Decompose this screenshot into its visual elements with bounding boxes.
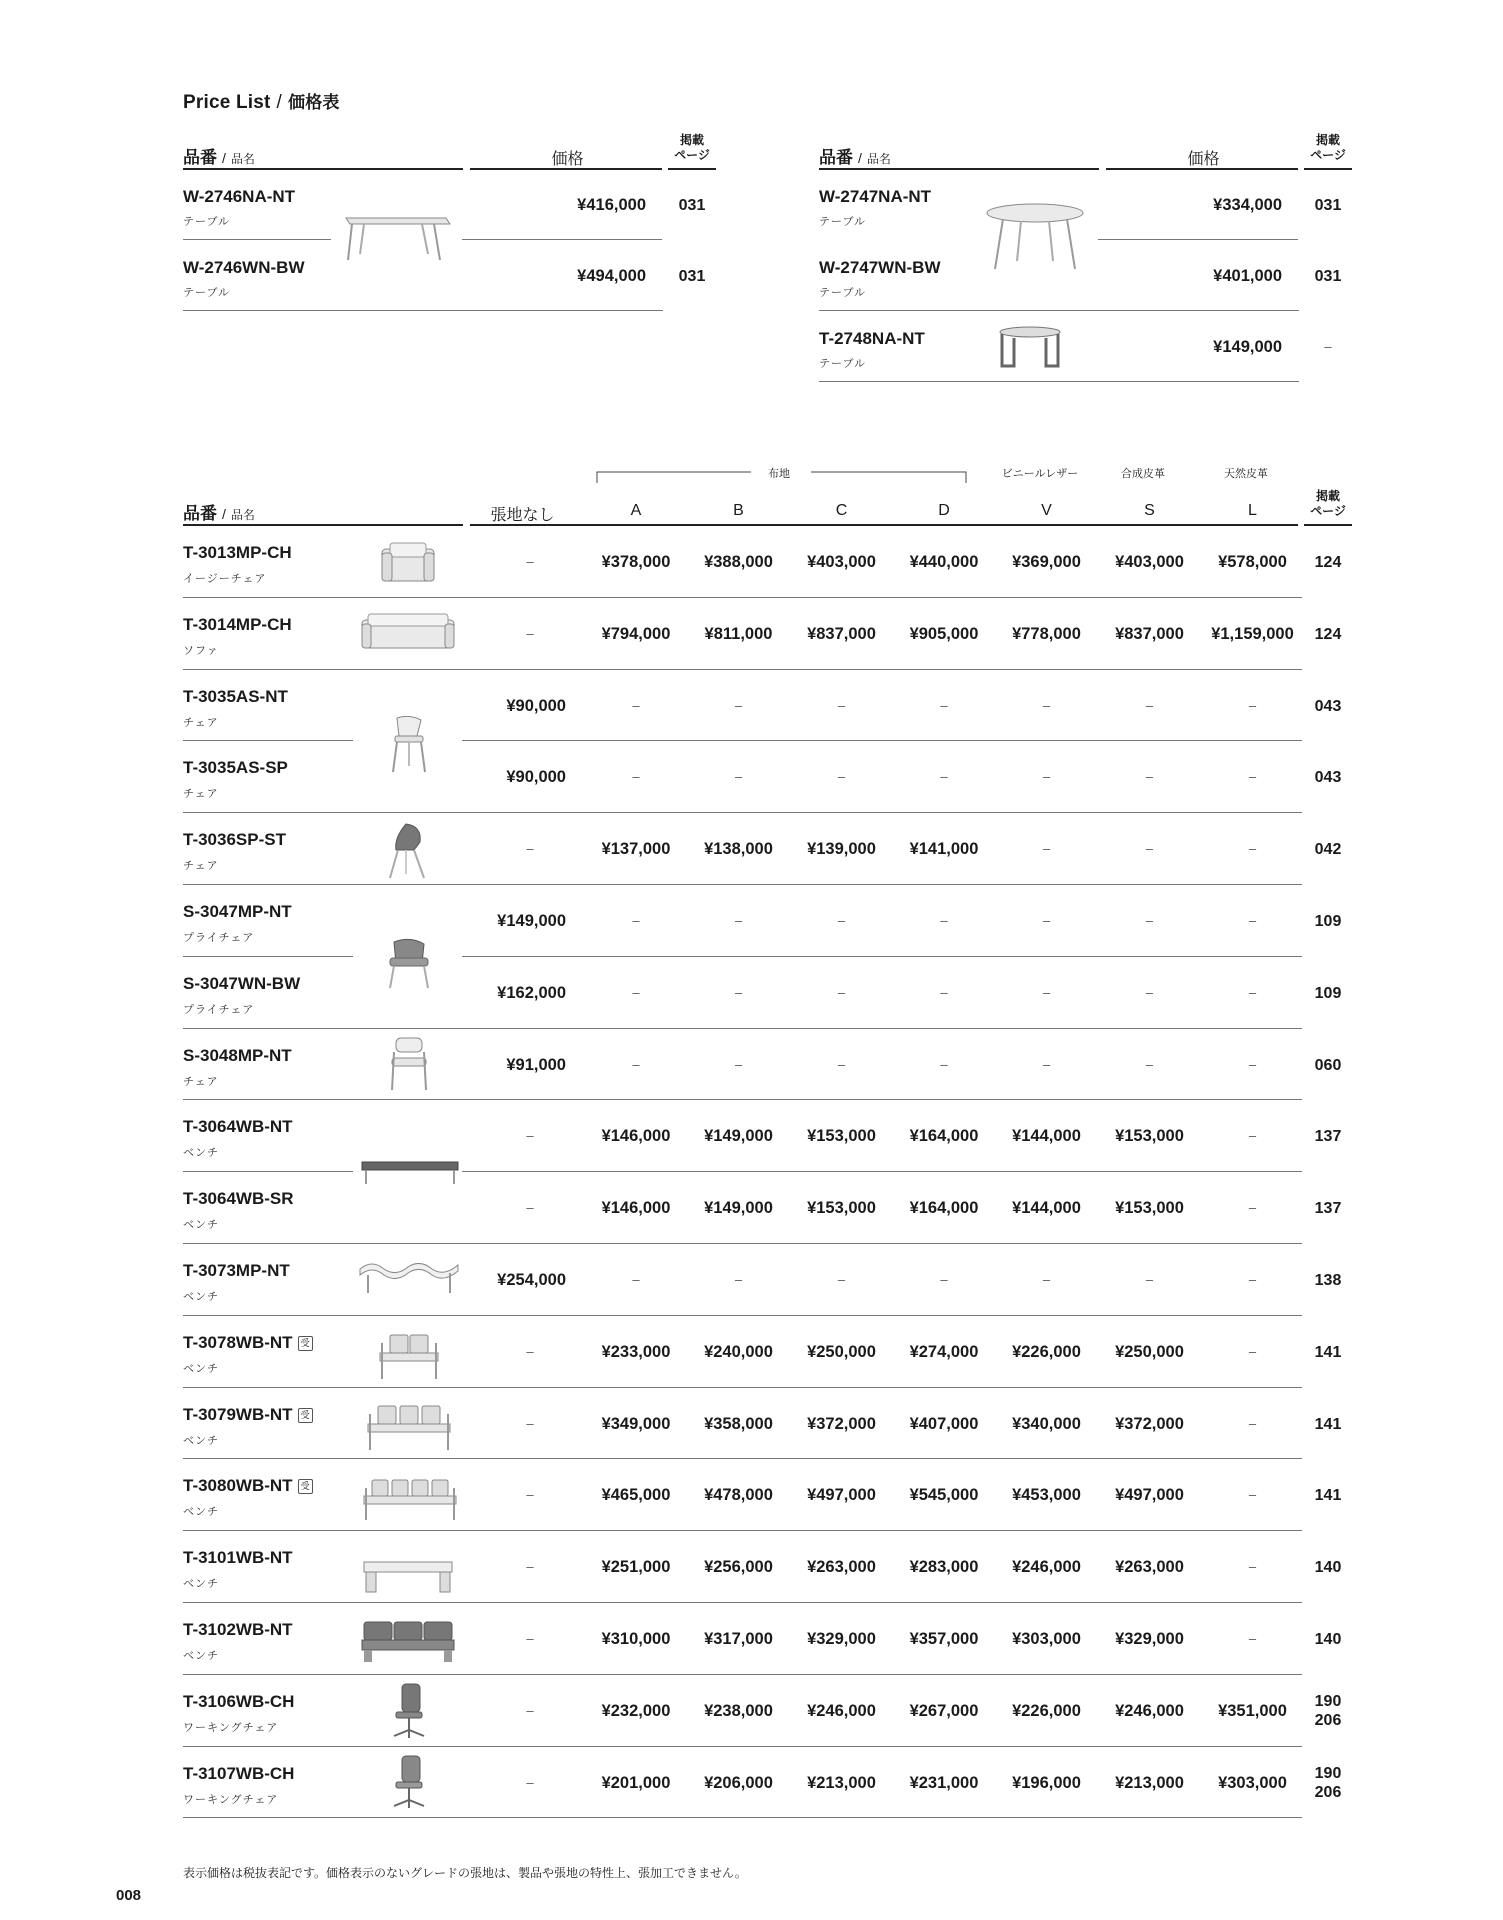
price-col-c: – — [837, 1056, 846, 1072]
price-col-d: ¥283,000 — [909, 1558, 979, 1577]
row-divider — [183, 740, 353, 741]
header-price: 価格 — [551, 151, 584, 168]
product-name: ベンチ — [183, 1219, 219, 1232]
price-col-l: ¥303,000 — [1218, 1773, 1287, 1792]
product-name: イージーチェア — [183, 573, 267, 585]
row-divider — [183, 1387, 1302, 1388]
table-image — [342, 214, 452, 264]
row-divider — [183, 1674, 1302, 1675]
price-col-s: ¥263,000 — [1115, 1558, 1184, 1577]
price-no-upholstery: – — [526, 1415, 534, 1431]
product-name: ベンチ — [183, 1362, 219, 1375]
price-col-d: ¥164,000 — [909, 1127, 979, 1146]
price-col-a: ¥794,000 — [601, 624, 671, 643]
price-no-upholstery: – — [526, 841, 534, 857]
price-col-s: ¥153,000 — [1115, 1127, 1184, 1146]
price-col-l: – — [1248, 1415, 1257, 1431]
price-col-v: ¥144,000 — [1012, 1127, 1081, 1146]
price-col-c: – — [837, 913, 846, 928]
page-ref — [1304, 1692, 1352, 1730]
page-ref: 109 — [1314, 913, 1342, 930]
price-col-d: ¥164,000 — [909, 1199, 979, 1218]
price-col-d: – — [940, 697, 948, 713]
upholstered-bench-image — [360, 1620, 456, 1664]
header-page: 掲載 ページ — [1310, 489, 1346, 518]
bench-image — [360, 1160, 460, 1186]
page-ref: 138 — [1314, 1272, 1342, 1289]
price-col-d: – — [940, 769, 948, 785]
product-name: ワーキングチェア — [183, 1793, 279, 1806]
row-divider — [183, 1530, 1302, 1531]
price-no-upholstery: – — [526, 1702, 534, 1718]
row-divider — [183, 1817, 1302, 1818]
price-no-upholstery: – — [526, 1487, 534, 1503]
price-col-a: ¥233,000 — [601, 1342, 671, 1361]
product-name: ベンチ — [183, 1506, 219, 1519]
price-col-l: – — [1248, 1343, 1257, 1359]
price-col-l: – — [1248, 1631, 1257, 1646]
price-col-v: ¥303,000 — [1012, 1630, 1081, 1648]
price-col-b: ¥238,000 — [704, 1701, 773, 1720]
price-col-c: ¥153,000 — [807, 1199, 876, 1218]
price-col-l: – — [1248, 1559, 1257, 1575]
row-divider — [183, 1315, 1302, 1316]
price-col-v: ¥226,000 — [1012, 1701, 1081, 1720]
page-ref: 137 — [1314, 1200, 1342, 1218]
price-col-b: ¥388,000 — [704, 553, 773, 571]
price-col-b: ¥206,000 — [704, 1773, 773, 1792]
page-ref: 124 — [1314, 625, 1342, 643]
row-divider — [819, 381, 1299, 382]
row-divider — [183, 1458, 1302, 1459]
price-col-b: – — [734, 769, 743, 785]
price-col-v: ¥226,000 — [1012, 1342, 1081, 1361]
price-col-l: ¥351,000 — [1218, 1701, 1287, 1720]
page-ref-1: 190 — [1314, 1764, 1342, 1782]
page-ref — [1304, 1764, 1352, 1802]
price-col-c: – — [837, 697, 846, 713]
page-ref-2: 206 — [1314, 1783, 1342, 1801]
row-divider — [819, 310, 1299, 311]
product-name: チェア — [183, 788, 219, 801]
page-ref-2: 206 — [1314, 1711, 1342, 1729]
three-seat-bench-image — [364, 1404, 454, 1452]
price-no-upholstery: – — [526, 1200, 534, 1216]
price-no-upholstery: – — [526, 554, 534, 569]
group-natural: 天然皮革 — [1224, 468, 1268, 480]
price-no-upholstery: ¥162,000 — [497, 983, 566, 1002]
price-col-d: ¥545,000 — [909, 1486, 979, 1505]
block-bench-image — [362, 1560, 454, 1594]
header-rule — [470, 168, 662, 170]
price-col-c: – — [837, 984, 846, 1000]
price-no-upholstery: – — [526, 625, 534, 641]
price-col-c: ¥153,000 — [807, 1127, 876, 1146]
header-rule — [1304, 524, 1352, 526]
price-col-d: ¥231,000 — [909, 1773, 979, 1792]
row-divider — [462, 956, 1302, 957]
price-col-s: ¥213,000 — [1115, 1773, 1184, 1792]
product-name: プライチェア — [183, 1003, 255, 1016]
price-col-l: – — [1248, 841, 1257, 857]
price-col-a: ¥232,000 — [601, 1701, 671, 1720]
header-rule — [183, 168, 463, 170]
row-divider — [183, 597, 1302, 598]
armchair-image — [384, 936, 434, 990]
price-col-c: ¥497,000 — [807, 1486, 876, 1505]
page-ref: 109 — [1314, 984, 1342, 1002]
price-col-l: – — [1248, 1128, 1257, 1144]
header-rule — [470, 524, 1298, 526]
product-code: T-3102WB-NT — [183, 1620, 293, 1639]
row-divider — [183, 669, 1302, 670]
price-no-upholstery: ¥254,000 — [497, 1271, 566, 1289]
stacking-chair-image — [386, 1036, 432, 1092]
price-col-s: ¥246,000 — [1115, 1701, 1184, 1720]
group-synthetic: 合成皮革 — [1121, 468, 1165, 480]
header-col-l: L — [1248, 502, 1257, 519]
row-divider — [183, 884, 1302, 885]
product-name: ベンチ — [183, 1291, 219, 1303]
header-col-b: B — [733, 502, 744, 519]
price-col-s: – — [1145, 1056, 1154, 1072]
price-col-s: ¥837,000 — [1115, 624, 1184, 643]
price-col-v: – — [1042, 697, 1051, 713]
header-code: 品番 / 品名 — [819, 148, 891, 167]
row-divider — [183, 1099, 1302, 1100]
price-col-v: ¥778,000 — [1012, 624, 1081, 643]
row-divider — [183, 1746, 1302, 1747]
price-col-s: ¥497,000 — [1115, 1486, 1184, 1505]
price-col-l: – — [1248, 769, 1257, 785]
header-code: 品番 / 品名 — [183, 148, 255, 167]
price-col-a: ¥310,000 — [601, 1630, 671, 1648]
price-col-c: – — [837, 769, 846, 785]
product-code: S-3048MP-NT — [183, 1045, 292, 1065]
working-chair-image — [388, 1754, 430, 1812]
price-no-upholstery: ¥90,000 — [506, 696, 566, 715]
price-col-l: – — [1248, 697, 1257, 713]
header-col-s: S — [1144, 502, 1155, 519]
price-col-d: – — [940, 1056, 948, 1072]
price-col-l: ¥578,000 — [1218, 553, 1287, 571]
price-col-c: ¥263,000 — [807, 1558, 876, 1577]
price-col-a: ¥146,000 — [601, 1127, 671, 1146]
page-ref: 042 — [1314, 841, 1342, 859]
price-no-upholstery: – — [526, 1631, 534, 1646]
price-no-upholstery: – — [526, 1559, 534, 1575]
product-code: T-3079WB-NT 受 — [183, 1405, 313, 1425]
product-name: チェア — [183, 1075, 219, 1088]
page-ref: 140 — [1314, 1559, 1342, 1577]
price-col-c: ¥372,000 — [807, 1414, 876, 1433]
page-ref: 141 — [1314, 1343, 1342, 1361]
price-col-s: ¥153,000 — [1115, 1199, 1184, 1218]
price-col-v: – — [1042, 841, 1051, 857]
page-ref: 043 — [1314, 769, 1342, 787]
price-col-a: – — [632, 984, 640, 1000]
price-col-c: ¥139,000 — [807, 840, 876, 859]
price-col-d: ¥357,000 — [909, 1630, 979, 1648]
price-col-b: – — [734, 913, 743, 928]
header-col-a: A — [630, 502, 642, 519]
product-code: T-3064WB-SR — [183, 1189, 294, 1209]
made-to-order-badge: 受 — [298, 1336, 313, 1351]
price-col-a: ¥378,000 — [601, 553, 671, 571]
price-col-s: – — [1145, 913, 1154, 928]
group-bracket — [596, 470, 968, 484]
price-col-v: – — [1042, 769, 1051, 785]
price-col-s: – — [1145, 984, 1154, 1000]
price-col-v: – — [1042, 984, 1051, 1000]
price-col-a: ¥251,000 — [601, 1558, 671, 1577]
price-no-upholstery: ¥91,000 — [506, 1055, 566, 1074]
price-col-v: – — [1042, 1272, 1051, 1287]
header-col-v: V — [1041, 502, 1052, 519]
page-ref: 140 — [1314, 1631, 1342, 1648]
price-col-l: – — [1248, 1487, 1257, 1503]
price-col-v: – — [1042, 913, 1051, 928]
working-chair-image — [388, 1682, 430, 1740]
price-col-v: ¥196,000 — [1012, 1773, 1081, 1792]
price-col-a: – — [632, 1272, 640, 1287]
product-code: T-3101WB-NT — [183, 1548, 293, 1568]
price-col-d: ¥440,000 — [909, 553, 979, 571]
page-ref: 124 — [1314, 554, 1342, 571]
row-divider — [462, 239, 662, 240]
price-col-d: ¥274,000 — [909, 1342, 979, 1361]
product-code: T-3035AS-SP — [183, 758, 288, 778]
page-ref: 060 — [1314, 1056, 1342, 1074]
price-col-c: ¥213,000 — [807, 1773, 876, 1792]
price-col-b: – — [734, 697, 743, 713]
page-ref: 043 — [1314, 697, 1342, 715]
chair-image — [385, 716, 431, 774]
price-no-upholstery: – — [526, 1774, 534, 1790]
row-divider — [183, 1243, 1302, 1244]
price-col-d: – — [940, 1272, 948, 1287]
group-fabric: 布地 — [594, 465, 964, 481]
price-col-b: ¥138,000 — [704, 840, 773, 859]
row-divider — [183, 239, 331, 240]
price-col-b: ¥811,000 — [704, 624, 773, 643]
price-col-s: ¥329,000 — [1115, 1630, 1184, 1648]
page-ref: 137 — [1314, 1128, 1342, 1146]
price-col-a: ¥201,000 — [601, 1773, 671, 1792]
footnote: 表示価格は税抜表記です。価格表示のないグレードの張地は、製品や張地の特性上、張加工できません。 — [183, 1866, 747, 1880]
price-col-l: – — [1248, 913, 1257, 928]
product-code: S-3047WN-BW — [183, 973, 301, 993]
price-col-a: – — [632, 697, 640, 713]
price-no-upholstery: ¥90,000 — [506, 768, 566, 787]
header-rule — [668, 168, 716, 170]
price-col-a: ¥349,000 — [601, 1414, 671, 1433]
price-col-s: ¥403,000 — [1115, 553, 1184, 571]
sofa-image — [360, 612, 456, 652]
page-ref: 141 — [1314, 1415, 1342, 1433]
made-to-order-badge: 受 — [298, 1408, 313, 1423]
row-divider — [183, 310, 663, 311]
product-code: T-3106WB-CH — [183, 1691, 295, 1711]
product-code: T-3078WB-NT 受 — [183, 1333, 313, 1353]
price-col-v: ¥453,000 — [1012, 1486, 1081, 1505]
page-title: Price List / 価格表 — [183, 92, 340, 113]
header-code: 品番 / 品名 — [183, 504, 255, 523]
price-col-b: ¥358,000 — [704, 1414, 773, 1433]
page-ref: 141 — [1314, 1487, 1342, 1505]
row-divider — [183, 956, 353, 957]
shell-chair-image — [384, 822, 430, 880]
price-col-a: – — [632, 769, 640, 785]
product-code: T-3013MP-CH — [183, 543, 292, 562]
header-page: 掲載 ページ — [1310, 133, 1346, 162]
two-seat-bench-image — [376, 1333, 442, 1381]
price-col-b: ¥317,000 — [704, 1630, 773, 1648]
four-seat-bench-image — [360, 1478, 460, 1522]
header-col-c: C — [835, 502, 848, 519]
product-name: チェア — [183, 860, 219, 873]
easy-chair-image — [380, 541, 436, 585]
price-col-a: ¥465,000 — [601, 1486, 671, 1505]
price-col-s: ¥250,000 — [1115, 1342, 1184, 1361]
price-col-b: – — [734, 1056, 743, 1072]
product-name: ベンチ — [183, 1578, 219, 1591]
made-to-order-badge: 受 — [298, 1479, 313, 1494]
price-col-l: – — [1248, 1272, 1257, 1287]
product-code: T-3080WB-NT 受 — [183, 1476, 313, 1496]
price-col-b: – — [734, 984, 743, 1000]
price-col-a: – — [632, 1056, 640, 1072]
header-page: 掲載 ページ — [674, 133, 710, 162]
price-col-v: ¥369,000 — [1012, 553, 1081, 571]
price-col-v: ¥144,000 — [1012, 1199, 1081, 1218]
product-code: S-3047MP-NT — [183, 902, 292, 921]
header-rule — [1304, 168, 1352, 170]
row-divider — [462, 1171, 1302, 1172]
price-col-c: ¥837,000 — [807, 624, 876, 643]
price-col-c: – — [837, 1272, 846, 1287]
product-code: T-3064WB-NT — [183, 1117, 293, 1137]
price-col-a: ¥146,000 — [601, 1199, 671, 1218]
price-no-upholstery: – — [526, 1343, 534, 1359]
product-code: T-3036SP-ST — [183, 830, 286, 850]
row-divider — [462, 740, 1302, 741]
row-divider — [183, 1171, 353, 1172]
header-rule — [183, 524, 463, 526]
price-col-a: ¥137,000 — [601, 840, 671, 859]
price-col-s: – — [1145, 841, 1154, 857]
price-col-d: ¥905,000 — [909, 624, 979, 643]
product-code: T-3035AS-NT — [183, 686, 288, 706]
price-col-d: – — [940, 913, 948, 928]
price-col-s: – — [1145, 769, 1154, 785]
header-no-upholstery: 張地なし — [490, 507, 555, 524]
price-col-l: – — [1248, 984, 1257, 1000]
price-col-d: ¥407,000 — [909, 1414, 979, 1433]
wave-bench-image — [358, 1259, 460, 1295]
page-number: 008 — [116, 1887, 142, 1904]
price-col-b: – — [734, 1272, 743, 1287]
round-table-image — [985, 203, 1085, 273]
price-col-l: – — [1248, 1200, 1257, 1216]
price-col-c: ¥403,000 — [807, 553, 876, 571]
low-table-image — [998, 326, 1062, 372]
price-col-s: – — [1145, 697, 1154, 713]
product-name: ソファ — [183, 644, 219, 657]
header-rule — [819, 168, 1099, 170]
price-col-b: ¥240,000 — [704, 1342, 773, 1361]
product-name: ベンチ — [183, 1434, 219, 1447]
price-col-l: ¥1,159,000 — [1211, 624, 1294, 643]
product-name: プライチェア — [183, 932, 255, 944]
product-name: チェア — [183, 716, 219, 729]
price-col-c: ¥246,000 — [807, 1701, 876, 1720]
price-col-d: – — [940, 984, 948, 1000]
product-name: ベンチ — [183, 1147, 219, 1160]
price-col-l: – — [1248, 1056, 1257, 1072]
price-col-v: – — [1042, 1056, 1051, 1072]
price-col-v: ¥246,000 — [1012, 1558, 1081, 1577]
row-divider — [183, 812, 1302, 813]
price-col-v: ¥340,000 — [1012, 1414, 1081, 1433]
page-ref-1: 190 — [1314, 1692, 1342, 1710]
product-name: ワーキングチェア — [183, 1721, 279, 1734]
row-divider — [183, 1602, 1302, 1603]
price-no-upholstery: ¥149,000 — [497, 912, 566, 930]
product-name: ベンチ — [183, 1650, 219, 1662]
price-col-c: ¥250,000 — [807, 1342, 876, 1361]
product-code: T-3014MP-CH — [183, 614, 292, 634]
price-col-s: ¥372,000 — [1115, 1414, 1184, 1433]
price-col-a: – — [632, 913, 640, 928]
group-vinyl: ビニールレザー — [1001, 468, 1079, 480]
price-col-b: ¥149,000 — [704, 1199, 773, 1218]
row-divider — [183, 1028, 1302, 1029]
price-col-d: ¥141,000 — [909, 840, 979, 859]
product-code: T-3107WB-CH — [183, 1763, 295, 1783]
price-no-upholstery: – — [526, 1128, 534, 1144]
header-col-d: D — [938, 502, 950, 519]
row-divider — [1098, 239, 1298, 240]
price-col-b: ¥478,000 — [704, 1486, 773, 1505]
header-rule — [1106, 168, 1298, 170]
price-col-b: ¥149,000 — [704, 1127, 773, 1146]
product-code: T-3073MP-NT — [183, 1261, 290, 1280]
header-price: 価格 — [1187, 151, 1220, 168]
price-col-d: ¥267,000 — [909, 1701, 979, 1720]
price-col-s: – — [1145, 1272, 1154, 1287]
price-col-c: ¥329,000 — [807, 1630, 876, 1648]
price-col-b: ¥256,000 — [704, 1558, 773, 1577]
